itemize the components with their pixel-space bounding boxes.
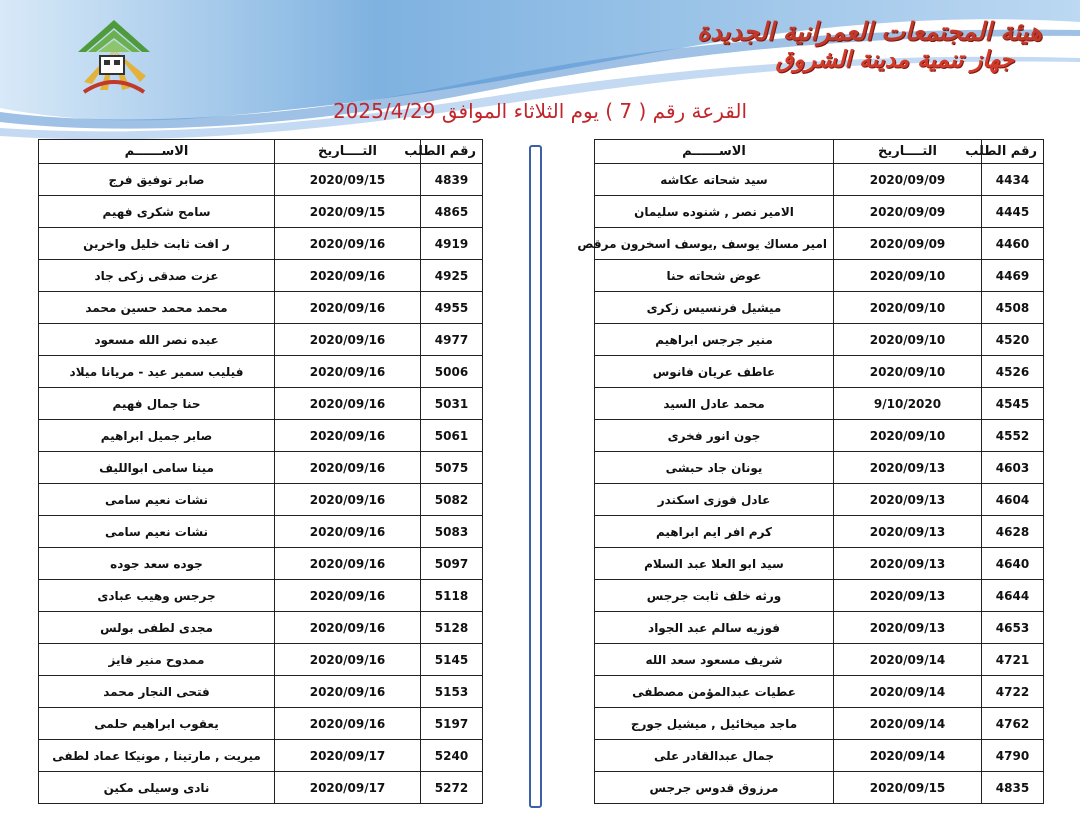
cell-name: عاطف عريان فانوس xyxy=(595,356,834,388)
cell-name: ممدوح منير فايز xyxy=(39,644,275,676)
table-row xyxy=(39,676,483,708)
cell-date: 2020/09/16 xyxy=(275,580,421,612)
cell-date: 2020/09/14 xyxy=(834,644,982,676)
cell-name: عطيات عبدالمؤمن مصطفى xyxy=(595,676,834,708)
table-row xyxy=(39,708,483,740)
cell-date: 2020/09/10 xyxy=(834,356,982,388)
table-row xyxy=(595,324,1044,356)
table-row xyxy=(595,548,1044,580)
cell-name: يعقوب ابراهيم حلمى xyxy=(39,708,275,740)
cell-request-number: 5272 xyxy=(421,772,483,804)
cell-name: ميريت , مارتينا , مونيكا عماد لطفى xyxy=(39,740,275,772)
cell-name: حنا جمال فهيم xyxy=(39,388,275,420)
table-row xyxy=(39,644,483,676)
cell-name: امير مساك يوسف ,يوسف اسخرون مرقص xyxy=(595,228,834,260)
draw-title xyxy=(0,99,1080,123)
cell-name: منير جرجس ابراهيم xyxy=(595,324,834,356)
table-row xyxy=(595,580,1044,612)
cell-request-number: 4919 xyxy=(421,228,483,260)
cell-date: 2020/09/13 xyxy=(834,580,982,612)
cell-name: عوض شحاته حنا xyxy=(595,260,834,292)
table-row xyxy=(595,292,1044,324)
cell-date: 2020/09/16 xyxy=(275,644,421,676)
cell-name: محمد عادل السيد xyxy=(595,388,834,420)
cell-request-number: 4520 xyxy=(982,324,1044,356)
cell-date: 2020/09/10 xyxy=(834,260,982,292)
header-number: رقم الطلب xyxy=(982,140,1044,164)
cell-date: 2020/09/15 xyxy=(275,196,421,228)
cell-date: 2020/09/16 xyxy=(275,388,421,420)
cell-request-number: 4835 xyxy=(982,772,1044,804)
cell-name: ر افت ثابت خليل واخرين xyxy=(39,228,275,260)
cell-request-number: 4628 xyxy=(982,516,1044,548)
cell-name: نشات نعيم سامى xyxy=(39,516,275,548)
cell-name: فوزيه سالم عبد الجواد xyxy=(595,612,834,644)
authority-logo xyxy=(64,12,164,102)
cell-date: 2020/09/16 xyxy=(275,484,421,516)
table-row xyxy=(595,612,1044,644)
cell-request-number: 5153 xyxy=(421,676,483,708)
applicants-table-left xyxy=(38,139,483,804)
cell-request-number: 5083 xyxy=(421,516,483,548)
cell-date: 9/10/2020 xyxy=(834,388,982,420)
table-row xyxy=(39,388,483,420)
cell-date: 2020/09/10 xyxy=(834,324,982,356)
cell-date: 2020/09/16 xyxy=(275,356,421,388)
table-row xyxy=(595,260,1044,292)
cell-request-number: 4653 xyxy=(982,612,1044,644)
org-subdivision: جهاز تنمية مدينة الشروق xyxy=(775,46,1014,73)
cell-name: عبده نصر الله مسعود xyxy=(39,324,275,356)
org-name: هيئة المجتمعات العمرانية الجديدة xyxy=(697,17,1042,46)
table-row xyxy=(39,548,483,580)
table-row xyxy=(39,772,483,804)
cell-date: 2020/09/15 xyxy=(834,772,982,804)
cell-name: الامير نصر , شنوده سليمان xyxy=(595,196,834,228)
table-row xyxy=(39,260,483,292)
cell-date: 2020/09/16 xyxy=(275,516,421,548)
cell-name: كرم افر ايم ابراهيم xyxy=(595,516,834,548)
table-row xyxy=(595,388,1044,420)
cell-request-number: 5128 xyxy=(421,612,483,644)
draw-title-date: 2025/4/29 xyxy=(332,99,436,123)
cell-date: 2020/09/09 xyxy=(834,196,982,228)
cell-date: 2020/09/13 xyxy=(834,612,982,644)
cell-name: فيليب سمير عيد - مريانا ميلاد xyxy=(39,356,275,388)
cell-request-number: 5006 xyxy=(421,356,483,388)
cell-request-number: 4552 xyxy=(982,420,1044,452)
table-row xyxy=(595,356,1044,388)
cell-date: 2020/09/16 xyxy=(275,324,421,356)
table-row xyxy=(595,676,1044,708)
cell-request-number: 4603 xyxy=(982,452,1044,484)
cell-name: سامح شكرى فهيم xyxy=(39,196,275,228)
cell-name: عزت صدقى زكى جاد xyxy=(39,260,275,292)
organization-header xyxy=(697,18,1042,73)
cell-name: نشات نعيم سامى xyxy=(39,484,275,516)
cell-request-number: 4722 xyxy=(982,676,1044,708)
table-row xyxy=(39,292,483,324)
cell-request-number: 5118 xyxy=(421,580,483,612)
table-row xyxy=(595,164,1044,196)
cell-request-number: 5082 xyxy=(421,484,483,516)
cell-name: محمد محمد حسين محمد xyxy=(39,292,275,324)
cell-date: 2020/09/16 xyxy=(275,548,421,580)
cell-name: جرجس وهيب عبادى xyxy=(39,580,275,612)
cell-name: عادل فوزى اسكندر xyxy=(595,484,834,516)
cell-date: 2020/09/15 xyxy=(275,164,421,196)
table-row xyxy=(39,356,483,388)
table-row xyxy=(595,644,1044,676)
cell-request-number: 4545 xyxy=(982,388,1044,420)
cell-name: جوده سعد جوده xyxy=(39,548,275,580)
cell-name: مجدى لطفى بولس xyxy=(39,612,275,644)
cell-date: 2020/09/10 xyxy=(834,420,982,452)
table-row xyxy=(595,516,1044,548)
cell-date: 2020/09/17 xyxy=(275,740,421,772)
table-row xyxy=(595,228,1044,260)
header-name: الاســــــم xyxy=(39,140,275,164)
cell-date: 2020/09/09 xyxy=(834,164,982,196)
table-row xyxy=(595,196,1044,228)
cell-request-number: 4925 xyxy=(421,260,483,292)
header-number: رقم الطلب xyxy=(421,140,483,164)
table-row xyxy=(39,324,483,356)
cell-name: يونان جاد حبشى xyxy=(595,452,834,484)
cell-request-number: 5197 xyxy=(421,708,483,740)
cell-name: سيد شحاته عكاشه xyxy=(595,164,834,196)
cell-date: 2020/09/13 xyxy=(834,452,982,484)
cell-name: صابر توفيق فرج xyxy=(39,164,275,196)
cell-date: 2020/09/13 xyxy=(834,516,982,548)
cell-date: 2020/09/16 xyxy=(275,452,421,484)
cell-date: 2020/09/14 xyxy=(834,708,982,740)
cell-date: 2020/09/10 xyxy=(834,292,982,324)
cell-date: 2020/09/16 xyxy=(275,292,421,324)
cell-request-number: 4526 xyxy=(982,356,1044,388)
cell-name: جمال عبدالقادر على xyxy=(595,740,834,772)
cell-name: ميشيل فرنسيس زكرى xyxy=(595,292,834,324)
cell-date: 2020/09/13 xyxy=(834,548,982,580)
cell-request-number: 5031 xyxy=(421,388,483,420)
cell-date: 2020/09/13 xyxy=(834,484,982,516)
cell-date: 2020/09/17 xyxy=(275,772,421,804)
cell-request-number: 4790 xyxy=(982,740,1044,772)
cell-request-number: 4839 xyxy=(421,164,483,196)
table-row xyxy=(39,516,483,548)
cell-request-number: 4977 xyxy=(421,324,483,356)
cell-date: 2020/09/09 xyxy=(834,228,982,260)
cell-date: 2020/09/14 xyxy=(834,676,982,708)
table-row xyxy=(39,452,483,484)
cell-request-number: 4865 xyxy=(421,196,483,228)
cell-date: 2020/09/14 xyxy=(834,740,982,772)
cell-request-number: 4955 xyxy=(421,292,483,324)
applicants-table-right xyxy=(577,139,1044,804)
cell-request-number: 5061 xyxy=(421,420,483,452)
header-date: التــــاريخ xyxy=(275,140,421,164)
cell-date: 2020/09/16 xyxy=(275,612,421,644)
table-row xyxy=(39,164,483,196)
cell-request-number: 4445 xyxy=(982,196,1044,228)
table-row xyxy=(595,772,1044,804)
cell-request-number: 4640 xyxy=(982,548,1044,580)
cell-request-number: 4604 xyxy=(982,484,1044,516)
cell-request-number: 4460 xyxy=(982,228,1044,260)
cell-name: جون انور فخرى xyxy=(595,420,834,452)
table-row xyxy=(595,452,1044,484)
cell-request-number: 4469 xyxy=(982,260,1044,292)
cell-request-number: 4762 xyxy=(982,708,1044,740)
cell-name: شريف مسعود سعد الله xyxy=(595,644,834,676)
cell-request-number: 4644 xyxy=(982,580,1044,612)
cell-request-number: 5240 xyxy=(421,740,483,772)
cell-name: ماجد ميخائيل , ميشيل جورج xyxy=(595,708,834,740)
cell-request-number: 4434 xyxy=(982,164,1044,196)
cell-date: 2020/09/16 xyxy=(275,708,421,740)
cell-name: ورثه خلف ثابت جرجس xyxy=(595,580,834,612)
cell-name: سيد ابو العلا عبد السلام xyxy=(595,548,834,580)
header-date: التــــاريخ xyxy=(834,140,982,164)
cell-name: فتحى النجار محمد xyxy=(39,676,275,708)
table-row xyxy=(595,740,1044,772)
table-row xyxy=(39,580,483,612)
cell-name: صابر جميل ابراهيم xyxy=(39,420,275,452)
table-row xyxy=(39,420,483,452)
table-row xyxy=(39,196,483,228)
column-divider xyxy=(529,145,542,808)
table-header-row xyxy=(595,140,1044,164)
cell-date: 2020/09/16 xyxy=(275,420,421,452)
cell-request-number: 5097 xyxy=(421,548,483,580)
table-row xyxy=(595,708,1044,740)
table-row xyxy=(39,740,483,772)
cell-name: نادى وسيلى مكين xyxy=(39,772,275,804)
cell-request-number: 4721 xyxy=(982,644,1044,676)
cell-date: 2020/09/16 xyxy=(275,260,421,292)
header-name: الاســــــم xyxy=(595,140,834,164)
draw-title-text: القرعة رقم ( 7 ) يوم الثلاثاء الموافق xyxy=(441,99,748,123)
cell-name: مينا سامى ابوالليف xyxy=(39,452,275,484)
table-row xyxy=(595,420,1044,452)
cell-request-number: 4508 xyxy=(982,292,1044,324)
cell-request-number: 5145 xyxy=(421,644,483,676)
cell-request-number: 5075 xyxy=(421,452,483,484)
table-row xyxy=(39,484,483,516)
cell-name: مرزوق قدوس جرجس xyxy=(595,772,834,804)
table-row xyxy=(39,228,483,260)
table-header-row xyxy=(39,140,483,164)
cell-date: 2020/09/16 xyxy=(275,228,421,260)
table-row xyxy=(595,484,1044,516)
cell-date: 2020/09/16 xyxy=(275,676,421,708)
table-row xyxy=(39,612,483,644)
